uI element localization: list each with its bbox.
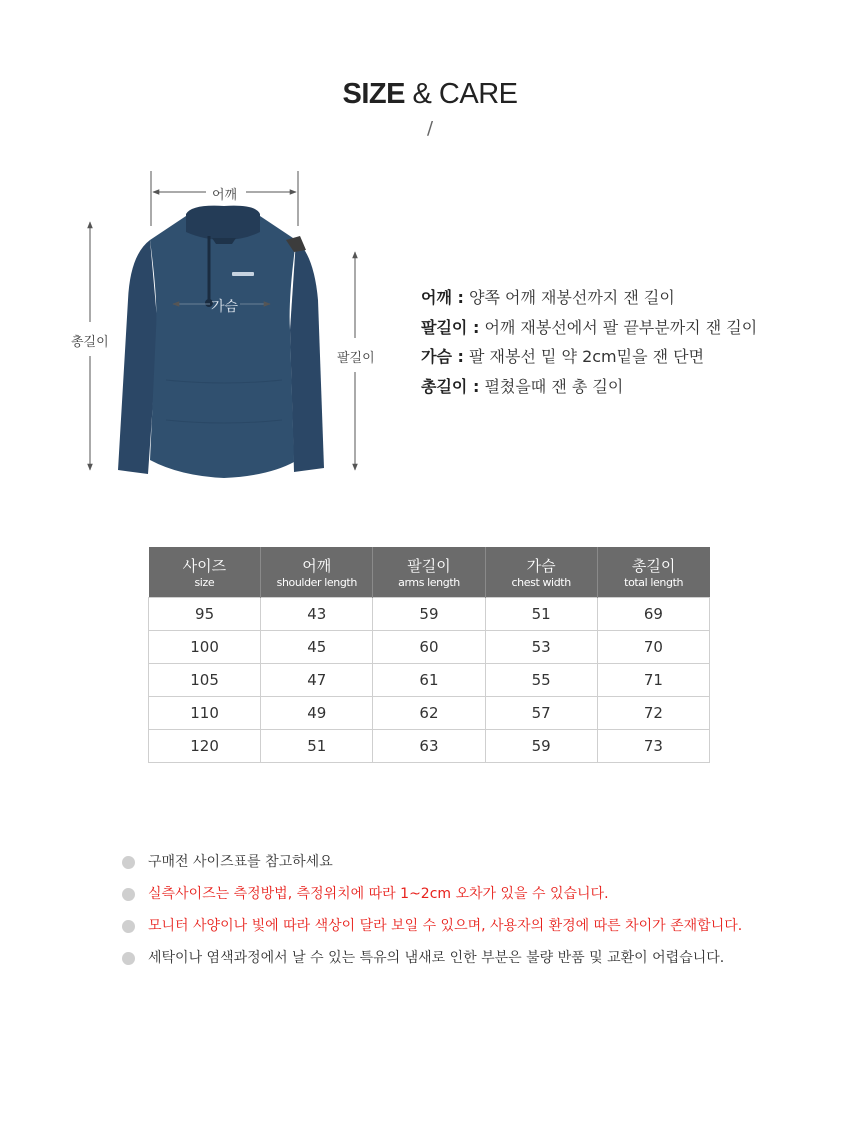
header-shoulder: 어깨 shoulder length	[261, 547, 373, 598]
note-text: 구매전 사이즈표를 참고하세요	[148, 854, 333, 870]
table-cell: 73	[597, 730, 709, 763]
table-row	[149, 664, 710, 697]
arm-length-label: 팔길이	[337, 351, 375, 366]
table-cell: 61	[373, 664, 485, 697]
desc-term: 어깨 :	[421, 288, 464, 307]
table-cell: 45	[261, 631, 373, 664]
note-item	[122, 942, 742, 974]
desc-shoulder	[421, 283, 757, 313]
desc-term: 총길이 :	[421, 376, 480, 396]
table-cell: 62	[373, 697, 485, 730]
chest-label: 가슴	[211, 299, 239, 315]
measurement-figure	[0, 0, 860, 520]
title-divider: /	[426, 118, 434, 139]
size-table	[148, 547, 710, 763]
header-total: 총길이 total length	[597, 547, 709, 598]
bullet-icon	[122, 920, 135, 933]
garment-diagram	[0, 0, 860, 520]
desc-total	[421, 372, 757, 402]
shoulder-label: 어깨	[212, 188, 238, 203]
table-cell: 60	[373, 631, 485, 664]
table-cell: 51	[261, 730, 373, 763]
desc-definition: 펼쳤을때 잰 총 길이	[484, 376, 624, 396]
table-cell: 57	[485, 697, 597, 730]
table-cell: 70	[597, 631, 709, 664]
table-cell: 55	[485, 664, 597, 697]
table-cell: 95	[149, 598, 261, 631]
table-header-row	[149, 547, 710, 598]
bullet-icon	[122, 888, 135, 901]
table-cell: 47	[261, 664, 373, 697]
table-cell: 69	[597, 598, 709, 631]
note-text: 세탁이나 염색과정에서 날 수 있는 특유의 냄새로 인한 부분은 불량 반품 및 교환이 어렵습니다.	[148, 950, 725, 966]
table-cell: 63	[373, 730, 485, 763]
table-cell: 110	[149, 697, 261, 730]
title-size: SIZE	[342, 78, 405, 110]
table-cell: 51	[485, 598, 597, 631]
table-cell: 100	[149, 631, 261, 664]
total-length-label: 총길이	[71, 335, 109, 350]
note-item	[122, 910, 742, 942]
desc-definition: 어깨 재봉선에서 팔 끝부분까지 잰 길이	[484, 317, 758, 337]
header-size: 사이즈 size	[149, 547, 261, 598]
note-item	[122, 846, 742, 878]
table-row	[149, 598, 710, 631]
desc-definition: 양쪽 어깨 재봉선까지 잰 길이	[468, 288, 675, 307]
measurement-descriptions	[421, 283, 757, 401]
table-cell: 120	[149, 730, 261, 763]
note-item	[122, 878, 742, 910]
note-text: 실측사이즈는 측정방법, 측정위치에 따라 1~2cm 오차가 있을 수 있습니다.	[148, 886, 609, 902]
table-cell: 105	[149, 664, 261, 697]
table-cell: 49	[261, 697, 373, 730]
table-cell: 71	[597, 664, 709, 697]
table-cell: 43	[261, 598, 373, 631]
title-care: & CARE	[412, 78, 518, 110]
table-row	[149, 730, 710, 763]
desc-chest	[421, 342, 757, 372]
bullet-icon	[122, 952, 135, 965]
table-cell: 72	[597, 697, 709, 730]
desc-arm	[421, 313, 757, 343]
table-row	[149, 631, 710, 664]
table-row	[149, 697, 710, 730]
table-cell: 59	[373, 598, 485, 631]
table-cell: 53	[485, 631, 597, 664]
bullet-icon	[122, 856, 135, 869]
shirt-illustration	[118, 206, 324, 478]
header-arm: 팔길이 arms length	[373, 547, 485, 598]
desc-definition: 팔 재봉선 밑 약 2cm밑을 잰 단면	[468, 347, 705, 366]
desc-term: 가슴 :	[421, 347, 464, 366]
care-notes	[122, 846, 742, 974]
note-text: 모니터 사양이나 빛에 따라 색상이 달라 보일 수 있으며, 사용자의 환경에 따른 차이가 존재합니다.	[148, 918, 743, 934]
header-chest: 가슴 chest width	[485, 547, 597, 598]
desc-term: 팔길이 :	[421, 317, 480, 337]
table-cell: 59	[485, 730, 597, 763]
